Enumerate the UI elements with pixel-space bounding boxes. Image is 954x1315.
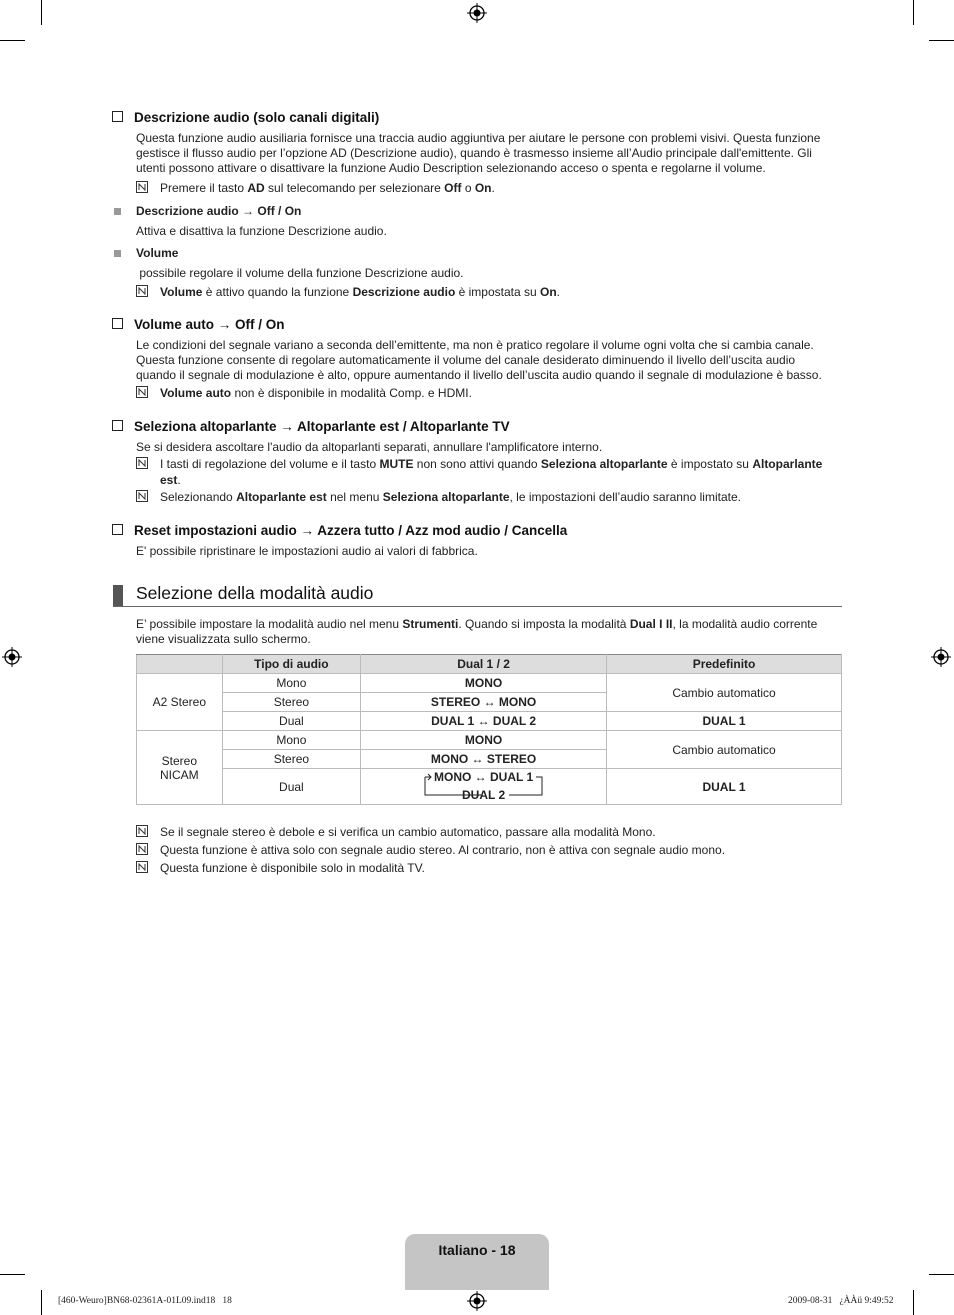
- checkbox-icon: [112, 524, 123, 535]
- table-cell: MONO: [361, 731, 607, 750]
- checkbox-icon: [112, 318, 123, 329]
- table-header: Predefinito: [607, 655, 842, 674]
- table-cell: Dual: [222, 769, 360, 805]
- table-group-cell: Stereo NICAM: [137, 731, 223, 805]
- table-cell: Dual: [222, 712, 360, 731]
- section-intro: E’ possibile impostare la modalità audio nel menu Strumenti. Quando si imposta la modalità Dual I II, la modalità audio corrente viene visualizzata sullo schermo.: [136, 617, 818, 646]
- dual-line-2: DUAL 2: [462, 788, 506, 802]
- audio-mode-table: [136, 654, 842, 805]
- note-icon: [136, 861, 148, 873]
- crop-mark: [0, 1274, 25, 1275]
- table-header: Dual 1 / 2: [361, 655, 607, 674]
- paragraph: Questa funzione audio ausiliaria fornisce una traccia audio aggiuntiva per aiutare le persone con problemi visivi. Questa funzione gestisce il flusso audio per l’opzione AD (Descrizione audio), quando è trasmesso insieme all’Audio principale dall'emittente. Gli utenti possono attivare o disattivare la funzione Audio Description selezionando acceso o spenta e regolarne il volume.: [136, 131, 821, 175]
- table-row: [137, 674, 842, 693]
- table-cell: MONO ↔ STEREO: [361, 750, 607, 769]
- crop-mark: [913, 0, 914, 25]
- paragraph: Attiva e disattiva la funzione Descrizione audio.: [136, 224, 387, 238]
- note-icon: [136, 843, 148, 855]
- table-cell: DUAL 1: [607, 769, 842, 805]
- note: Volume auto non è disponibile in modalità Comp. e HDMI.: [136, 385, 836, 401]
- heading-seleziona-altoparlante: Seleziona altoparlante → Altoparlante est / Altoparlante TV: [112, 419, 510, 434]
- heading-reset-impostazioni: Reset impostazioni audio → Azzera tutto / Azz mod audio / Cancella: [112, 523, 567, 538]
- note-icon: [136, 825, 148, 837]
- table-cell: Cambio automatico: [607, 674, 842, 712]
- table-header: [137, 655, 223, 674]
- note: Selezionando Altoparlante est nel menu Seleziona altoparlante, le impostazioni dell’audio saranno limitate.: [136, 489, 836, 505]
- section-marker: [113, 585, 123, 606]
- table-group-cell: A2 Stereo: [137, 674, 223, 731]
- note-icon: [136, 457, 148, 469]
- subheading: Volume: [136, 246, 179, 260]
- crop-mark: [0, 40, 25, 41]
- footer-timestamp: 2009-08-31 ¿ÀÀü 9:49:52: [788, 1296, 894, 1306]
- subheading: Descrizione audio → Off / On: [136, 204, 302, 218]
- note-icon: [136, 181, 148, 193]
- dual-line-1: MONO ↔ DUAL 1: [434, 770, 534, 784]
- crop-mark: [929, 40, 954, 41]
- table-row: [137, 769, 842, 805]
- table-header: Tipo di audio: [222, 655, 360, 674]
- table-cell-dual-cycle: [361, 769, 607, 805]
- heading-descrizione-audio: Descrizione audio (solo canali digitali): [112, 110, 379, 125]
- table-cell: Cambio automatico: [607, 731, 842, 769]
- checkbox-icon: [112, 420, 123, 431]
- registration-mark-icon: [931, 647, 951, 667]
- table-cell: Mono: [222, 674, 360, 693]
- paragraph: Le condizioni del segnale variano a seconda dell’emittente, ma non è pratico regolare il volume ogni volta che si cambia canale. Questa funzione consente di regolare automaticamente il volume del canale desiderato diminuendo il livello dell’uscita audio quando il segnale di modulazione è alto, oppure aumentando il livello dell’uscita audio quando il segnale di modulazione è basso.: [136, 338, 822, 382]
- note: Questa funzione è attiva solo con segnale audio stereo. Al contrario, non è attiva con segnale audio mono.: [136, 842, 836, 858]
- table-row: [137, 712, 842, 731]
- footer-file-info: [460-Weuro]BN68-02361A-01L09.ind18 18: [58, 1296, 232, 1306]
- note: Se il segnale stereo è debole e si verifica un cambio automatico, passare alla modalità Mono.: [136, 824, 836, 840]
- crop-mark: [913, 1290, 914, 1315]
- paragraph: E' possibile ripristinare le impostazioni audio ai valori di fabbrica.: [136, 544, 478, 558]
- checkbox-icon: [112, 111, 123, 122]
- note: Volume è attivo quando la funzione Descrizione audio è impostata su On.: [136, 284, 836, 300]
- paragraph: possibile regolare il volume della funzione Descrizione audio.: [136, 266, 464, 280]
- table-cell: Stereo: [222, 750, 360, 769]
- table-cell: DUAL 1 ↔ DUAL 2: [361, 712, 607, 731]
- table-cell: STEREO ↔ MONO: [361, 693, 607, 712]
- note: I tasti di regolazione del volume e il tasto MUTE non sono attivi quando Seleziona altoparlante è impostato su Altoparlante est.: [136, 456, 836, 488]
- table-cell: MONO: [361, 674, 607, 693]
- note-icon: [136, 285, 148, 297]
- crop-mark: [41, 1290, 42, 1315]
- crop-mark: [929, 1274, 954, 1275]
- registration-mark-icon: [467, 1291, 487, 1311]
- table-cell: Mono: [222, 731, 360, 750]
- square-bullet-icon: [114, 250, 121, 257]
- note: Questa funzione è disponibile solo in modalità TV.: [136, 860, 836, 876]
- note: Premere il tasto AD sul telecomando per selezionare Off o On.: [136, 180, 836, 196]
- page-number: Italiano - 18: [438, 1242, 516, 1258]
- crop-mark: [41, 0, 42, 25]
- table-header-row: [137, 655, 842, 674]
- paragraph: Se si desidera ascoltare l'audio da altoparlanti separati, annullare l'amplificatore interno.: [136, 440, 603, 454]
- square-bullet-icon: [114, 208, 121, 215]
- note-icon: [136, 490, 148, 502]
- registration-mark-icon: [2, 647, 22, 667]
- section-divider: [113, 606, 842, 607]
- table-cell: DUAL 1: [607, 712, 842, 731]
- table-row: [137, 731, 842, 750]
- note-icon: [136, 386, 148, 398]
- section-title: Selezione della modalità audio: [136, 583, 374, 603]
- registration-mark-icon: [467, 3, 487, 23]
- heading-volume-auto: Volume auto → Off / On: [112, 317, 285, 332]
- table-cell: Stereo: [222, 693, 360, 712]
